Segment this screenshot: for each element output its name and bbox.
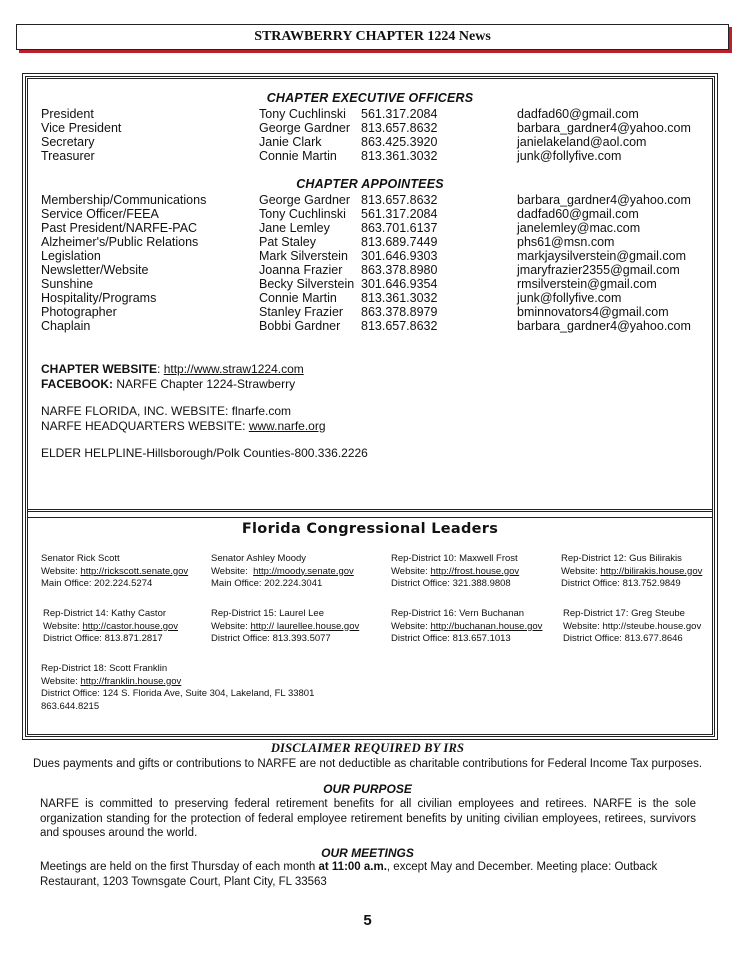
name-cell: Tony Cuchlinski [259, 107, 346, 121]
role-cell: Alzheimer's/Public Relations [41, 235, 199, 249]
chapter-website-link[interactable]: http://www.straw1224.com [163, 362, 304, 376]
leader-title: Rep-District 15: Laurel Lee [211, 608, 324, 619]
role-cell: Vice President [41, 121, 122, 135]
role-cell: Hospitality/Programs [41, 291, 157, 305]
website-label: Website: [41, 565, 81, 577]
role-cell: Treasurer [41, 149, 95, 163]
website-label: Website: [391, 565, 431, 577]
appointee-row [28, 291, 712, 305]
name-cell: Becky Silverstein [259, 277, 355, 291]
leader-title: Senator Rick Scott [41, 553, 120, 564]
name-cell: Connie Martin [259, 149, 337, 163]
email-cell[interactable]: barbara_gardner4@yahoo.com [517, 193, 691, 207]
role-cell: Sunshine [41, 277, 94, 291]
leader-website-line [391, 621, 542, 634]
role-cell: Past President/NARFE-PAC [41, 221, 198, 235]
congress-leader-card [41, 553, 188, 591]
leader-phone: 863.644.8215 [41, 700, 100, 712]
leader-website-link[interactable]: http://bilirakis.house.gov [600, 565, 703, 577]
name-cell: Jane Lemley [259, 221, 330, 235]
leader-office: District Office: 813.393.5077 [211, 633, 331, 644]
leader-title: Rep-District 18: Scott Franklin [41, 663, 168, 674]
officer-row [28, 135, 712, 149]
appointee-row [28, 277, 712, 291]
leader-website-line [41, 676, 314, 689]
role-cell: Membership/Communications [41, 193, 207, 207]
email-cell[interactable]: jmaryfrazier2355@gmail.com [517, 263, 680, 277]
narfe-hq-link[interactable]: www.narfe.org [248, 418, 326, 433]
phone-cell: 301.646.9354 [361, 277, 438, 291]
name-cell: Mark Silverstein [259, 249, 348, 263]
congress-leader-card [211, 553, 354, 591]
email-cell[interactable]: phs61@msn.com [517, 235, 615, 249]
page-number: 5 [363, 912, 372, 929]
email-cell[interactable]: barbara_gardner4@yahoo.com [517, 121, 691, 135]
phone-cell: 813.657.8632 [361, 121, 438, 135]
leader-website-line [211, 566, 354, 579]
name-cell: Pat Staley [259, 235, 316, 249]
masthead-title: STRAWBERRY CHAPTER 1224 News [254, 29, 491, 44]
leader-office: District Office: 813.871.2817 [43, 633, 163, 644]
leader-title: Rep-District 10: Maxwell Frost [391, 553, 518, 564]
leader-office: Main Office: 202.224.5274 [41, 578, 153, 589]
leader-title: Senator Ashley Moody [211, 553, 307, 564]
leader-office: District Office: 813.752.9849 [561, 578, 681, 589]
officer-row [28, 149, 712, 163]
purpose-heading: OUR PURPOSE [323, 782, 412, 796]
leader-office: District Office: 321.388.9808 [391, 578, 511, 589]
officers-heading: CHAPTER EXECUTIVE OFFICERS [266, 91, 474, 105]
meeting-time: at 11:00 a.m. [318, 861, 387, 873]
phone-cell: 813.657.8632 [361, 319, 438, 333]
email-cell[interactable]: markjaysilverstein@gmail.com [517, 249, 686, 263]
name-cell: Tony Cuchlinski [259, 207, 346, 221]
meetings-heading: OUR MEETINGS [321, 846, 414, 860]
leader-website-line [41, 566, 188, 579]
leader-website-link[interactable]: http://frost.house.gov [430, 565, 520, 577]
newsletter-masthead [16, 24, 729, 50]
phone-cell: 863.701.6137 [361, 221, 438, 235]
appointee-row [28, 235, 712, 249]
email-cell[interactable]: barbara_gardner4@yahoo.com [517, 319, 691, 333]
leader-website-line [43, 621, 178, 634]
appointee-row [28, 319, 712, 333]
appointee-row [28, 263, 712, 277]
narfe-florida-website: NARFE FLORIDA, INC. WEBSITE: flnarfe.com [41, 404, 292, 418]
separator: : [157, 362, 164, 376]
congress-leader-card [211, 608, 359, 646]
name-cell: Connie Martin [259, 291, 337, 305]
phone-cell: 863.378.8979 [361, 305, 438, 319]
appointee-row [28, 221, 712, 235]
meetings-text [40, 860, 696, 889]
chapter-info-frame [25, 76, 715, 737]
leader-title: Rep-District 16: Vern Buchanan [391, 608, 525, 619]
website-label: Website: [43, 620, 83, 632]
role-cell: Newsletter/Website [41, 263, 149, 277]
name-cell: Stanley Frazier [259, 305, 344, 319]
role-cell: Legislation [41, 249, 101, 263]
appointee-row [28, 193, 712, 207]
name-cell: Janie Clark [259, 135, 322, 149]
leader-office: District Office: 813.657.1013 [391, 633, 511, 644]
email-cell[interactable]: junk@follyfive.com [517, 291, 622, 305]
leader-website-link[interactable]: http://castor.house.gov [82, 620, 179, 632]
role-cell: Service Officer/FEEA [41, 207, 159, 221]
role-cell: Chaplain [41, 319, 91, 333]
leader-title: Rep-District 17: Greg Steube [563, 608, 685, 619]
leader-office: District Office: 813.677.8646 [563, 633, 683, 644]
facebook-value: NARFE Chapter 1224-Strawberry [113, 376, 296, 391]
appointee-row [28, 207, 712, 221]
phone-cell: 561.317.2084 [361, 207, 438, 221]
leader-website-link[interactable]: http://franklin.house.gov [80, 675, 182, 687]
website-label: Website: [211, 620, 251, 632]
leader-office: Main Office: 202.224.3041 [211, 578, 323, 589]
phone-cell: 863.425.3920 [361, 135, 438, 149]
leader-title: Rep-District 14: Kathy Castor [43, 608, 167, 619]
phone-cell: 813.361.3032 [361, 291, 438, 305]
officer-row [28, 121, 712, 135]
phone-cell: 561.317.2084 [361, 107, 438, 121]
congress-heading: Florida Congressional Leaders [241, 521, 499, 537]
disclaimer-text: Dues payments and gifts or contributions to NARFE are not deductible as charitable contributions for Federal Income Tax purposes. [32, 758, 703, 770]
disclaimer-heading: DISCLAIMER REQUIRED BY IRS [270, 741, 465, 755]
leader-office: District Office: 124 S. Florida Ave, Suite 304, Lakeland, FL 33801 [41, 688, 315, 699]
purpose-text: NARFE is committed to preserving federal retirement benefits for all civilian employees and retirees. NARFE is the sole organization standing for the protection of federal employee retirement benefits by uniting civilian employees, retirees, survivors and spouses around the world. [40, 798, 696, 839]
congress-leader-card [563, 608, 701, 646]
appointees-heading: CHAPTER APPOINTEES [296, 177, 444, 191]
website-label: Website: [561, 565, 601, 577]
phone-cell: 301.646.9303 [361, 249, 438, 263]
narfe-hq-label: NARFE HEADQUARTERS WEBSITE: [41, 418, 249, 433]
leader-website-link[interactable]: http://rickscott.senate.gov [80, 565, 189, 577]
phone-cell: 813.689.7449 [361, 235, 438, 249]
role-cell: Photographer [41, 305, 117, 319]
website-label: Website: [391, 620, 431, 632]
phone-cell: 813.657.8632 [361, 193, 438, 207]
email-cell[interactable]: janelemley@mac.com [517, 221, 641, 235]
leader-website-link[interactable]: http:// laurellee.house.gov [250, 620, 360, 632]
section-divider [28, 509, 712, 518]
congress-leader-card [391, 553, 519, 591]
role-cell: Secretary [41, 135, 95, 149]
name-cell: George Gardner [259, 193, 351, 207]
name-cell: Joanna Frazier [259, 263, 343, 277]
appointee-row [28, 249, 712, 263]
leader-website-link[interactable]: http://steube.house.gov [602, 620, 702, 632]
meetings-text-start: Meetings are held on the first Thursday of each month [40, 861, 319, 873]
facebook-label: FACEBOOK: [41, 376, 113, 391]
email-cell[interactable]: janielakeland@aol.com [517, 135, 647, 149]
congress-leader-card [391, 608, 542, 646]
leader-website-link[interactable]: http://moody.senate.gov [253, 565, 354, 577]
leader-website-line [563, 621, 701, 634]
website-label: Website: [41, 675, 81, 687]
leader-title: Rep-District 12: Gus Bilirakis [561, 553, 682, 564]
name-cell: Bobbi Gardner [259, 319, 341, 333]
email-cell[interactable]: bminnovators4@gmail.com [517, 305, 669, 319]
leader-website-line [391, 566, 519, 579]
leader-website-link[interactable]: http://buchanan.house.gov [430, 620, 543, 632]
role-cell: President [41, 107, 94, 121]
email-cell[interactable]: junk@follyfive.com [517, 149, 622, 163]
name-cell: George Gardner [259, 121, 351, 135]
appointee-row [28, 305, 712, 319]
congress-leader-card [43, 608, 178, 646]
email-cell[interactable]: dadfad60@gmail.com [517, 207, 639, 221]
leader-website-line [561, 566, 702, 579]
email-cell[interactable]: dadfad60@gmail.com [517, 107, 639, 121]
chapter-website-label: CHAPTER WEBSITE [41, 362, 158, 376]
congress-leader-card [561, 553, 702, 591]
chapter-links [41, 362, 368, 461]
website-label: Website: [211, 565, 254, 577]
leader-website-line [211, 621, 359, 634]
officer-row [28, 107, 712, 121]
website-label: Website: [563, 620, 603, 632]
congress-leader-card [41, 663, 314, 713]
meetings-text-end: , except May and December. Meeting place: Outback Restaurant, 1203 Townsgate Court, Plant City, FL 33563 [40, 861, 658, 888]
phone-cell: 863.378.8980 [361, 263, 438, 277]
elder-helpline: ELDER HELPLINE-Hillsborough/Polk Counties-800.336.2226 [41, 446, 368, 460]
phone-cell: 813.361.3032 [361, 149, 438, 163]
email-cell[interactable]: rmsilverstein@gmail.com [517, 277, 657, 291]
